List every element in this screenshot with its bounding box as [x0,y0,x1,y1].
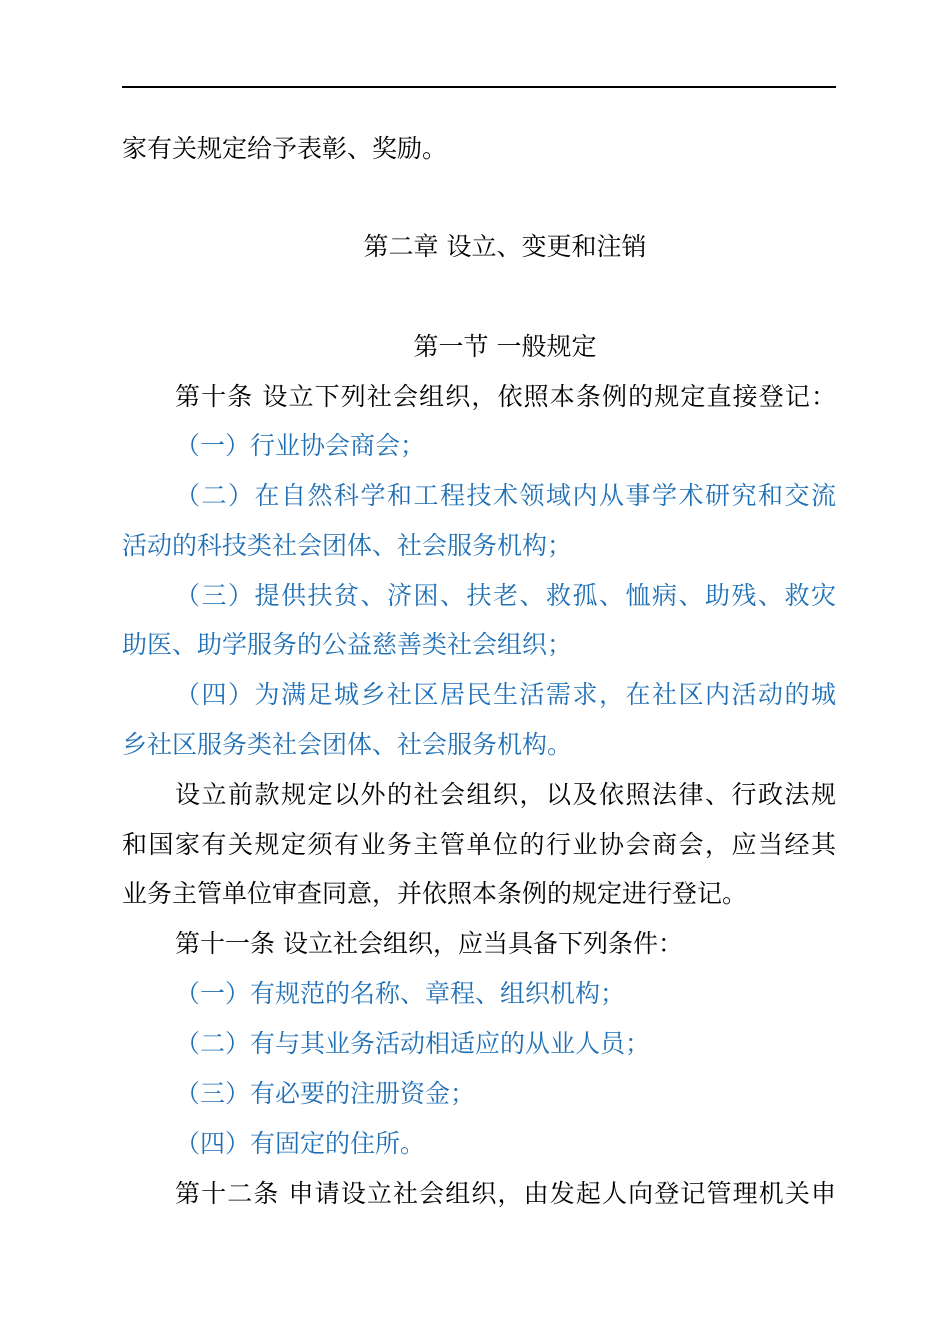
article-11-item-2: （二）有与其业务活动相适应的从业人员； [175,1029,651,1058]
article-10-para-2-line-1: 设立前款规定以外的社会组织，以及依照法律、行政法规 [175,780,836,809]
chapter-title: 第二章 设立、变更和注销 [363,232,647,261]
article-10-item-4-line-1: （四）为满足城乡社区居民生活需求，在社区内活动的城 [175,680,836,709]
article-10-item-3-line-1: （三）提供扶贫、济困、扶老、救孤、恤病、助残、救灾 [175,581,836,610]
article-10-item-2-line-1: （二）在自然科学和工程技术领域内从事学术研究和交流 [175,481,836,510]
article-10-item-3-line-2: 助医、助学服务的公益慈善类社会组织； [122,630,573,659]
article-10-lead: 第十条 设立下列社会组织，依照本条例的规定直接登记： [175,382,836,411]
article-10-item-1: （一）行业协会商会； [175,431,426,460]
section-title: 第一节 一般规定 [413,332,597,361]
article-12-lead: 第十二条 申请设立社会组织，由发起人向登记管理机关申 [175,1179,836,1208]
article-11-lead: 第十一条 设立社会组织，应当具备下列条件： [175,929,683,958]
article-10-para-2-line-2: 和国家有关规定须有业务主管单位的行业协会商会，应当经其 [122,830,836,859]
article-10-item-2-line-2: 活动的科技类社会团体、社会服务机构； [122,531,573,560]
article-10-item-4-line-2: 乡社区服务类社会团体、社会服务机构。 [122,730,573,759]
article-11-item-4: （四）有固定的住所。 [175,1129,426,1158]
article-10-para-2-line-3: 业务主管单位审查同意，并依照本条例的规定进行登记。 [122,879,748,908]
continued-text: 家有关规定给予表彰、奖励。 [122,134,448,163]
header-rule [122,86,836,88]
article-11-item-3: （三）有必要的注册资金； [175,1079,476,1108]
article-11-item-1: （一）有规范的名称、章程、组织机构； [175,979,626,1008]
